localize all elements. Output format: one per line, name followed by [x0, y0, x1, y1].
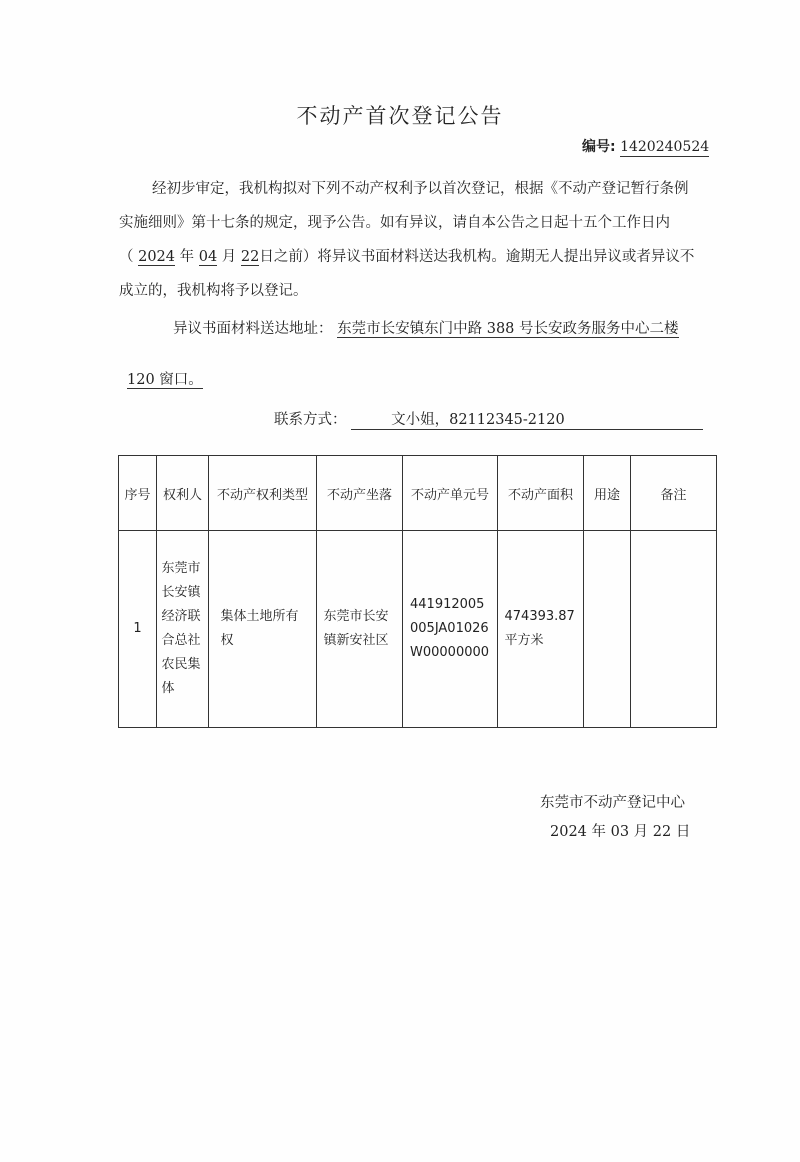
body-line-3-prefix: （: [119, 249, 134, 265]
cell-holder: [157, 531, 209, 728]
table-row: [119, 531, 717, 728]
cell-area-text: 474393.87平方米: [504, 609, 575, 648]
footer-organization: 东莞市不动产登记中心: [540, 795, 685, 811]
cell-unit-number-text: 441912005005JA01026W00000000: [410, 597, 490, 660]
table-header-row: [119, 456, 717, 531]
contact-label: 联系方式：: [274, 412, 347, 428]
deadline-month-char: 月: [221, 249, 237, 265]
header-unit-number: 不动产单元号: [403, 456, 498, 531]
header-holder: 权利人: [157, 456, 209, 531]
objection-address-value-1: 东莞市长安镇东门中路 388 号长安政务服务中心二楼: [337, 321, 679, 337]
cell-holder-text: 东莞市长安镇经济联合总社农民集体: [161, 561, 201, 696]
cell-usage: [584, 531, 631, 728]
body-line-3: [119, 240, 694, 275]
contact-value: 文小姐，82112345-2120: [351, 408, 703, 430]
header-area: 不动产面积: [498, 456, 584, 531]
header-usage: 用途: [584, 456, 631, 531]
contact-info: [274, 408, 703, 430]
document-number: [582, 136, 709, 156]
header-location: 不动产坐落: [317, 456, 403, 531]
footer-date: 2024 年 03 月 22 日: [550, 824, 691, 840]
cell-index: 1: [119, 531, 157, 728]
cell-area: [498, 531, 584, 728]
body-line-1: 经初步审定，我机构拟对下列不动产权利予以首次登记，根据《不动产登记暂行条例: [152, 181, 689, 197]
cell-right-type: [209, 531, 317, 728]
document-number-value: 1420240524: [620, 139, 710, 155]
header-index: 序号: [119, 456, 157, 531]
objection-address-value-2: 120 窗口。: [127, 372, 203, 388]
cell-unit-number: [403, 531, 498, 728]
cell-location-text: 东莞市长安镇新安社区: [323, 609, 389, 648]
deadline-day: 22: [240, 249, 260, 265]
cell-location: [317, 531, 403, 728]
cell-right-type-text: 集体土地所有权: [220, 609, 299, 648]
document-number-label: 编号:: [582, 139, 616, 155]
body-line-4: 成立的，我机构将予以登记。: [119, 283, 308, 299]
deadline-month: 04: [198, 249, 218, 265]
cell-remark: [631, 531, 717, 728]
page-title: 不动产首次登记公告: [296, 104, 504, 128]
objection-address-label: 异议书面材料送达地址：: [173, 321, 333, 337]
body-line-3-suffix: 日之前）将异议书面材料送达我机构。逾期无人提出异议或者异议不: [259, 249, 695, 265]
deadline-year: 2024: [138, 249, 176, 265]
header-remark: 备注: [631, 456, 717, 531]
body-line-2: 实施细则》第十七条的规定，现予公告。如有异议，请自本公告之日起十五个工作日内: [119, 215, 670, 231]
objection-address: [173, 317, 679, 338]
registration-table: [118, 455, 717, 728]
deadline-year-char: 年: [179, 249, 195, 265]
header-right-type: 不动产权利类型: [209, 456, 317, 531]
objection-address-line-2: [127, 368, 203, 389]
